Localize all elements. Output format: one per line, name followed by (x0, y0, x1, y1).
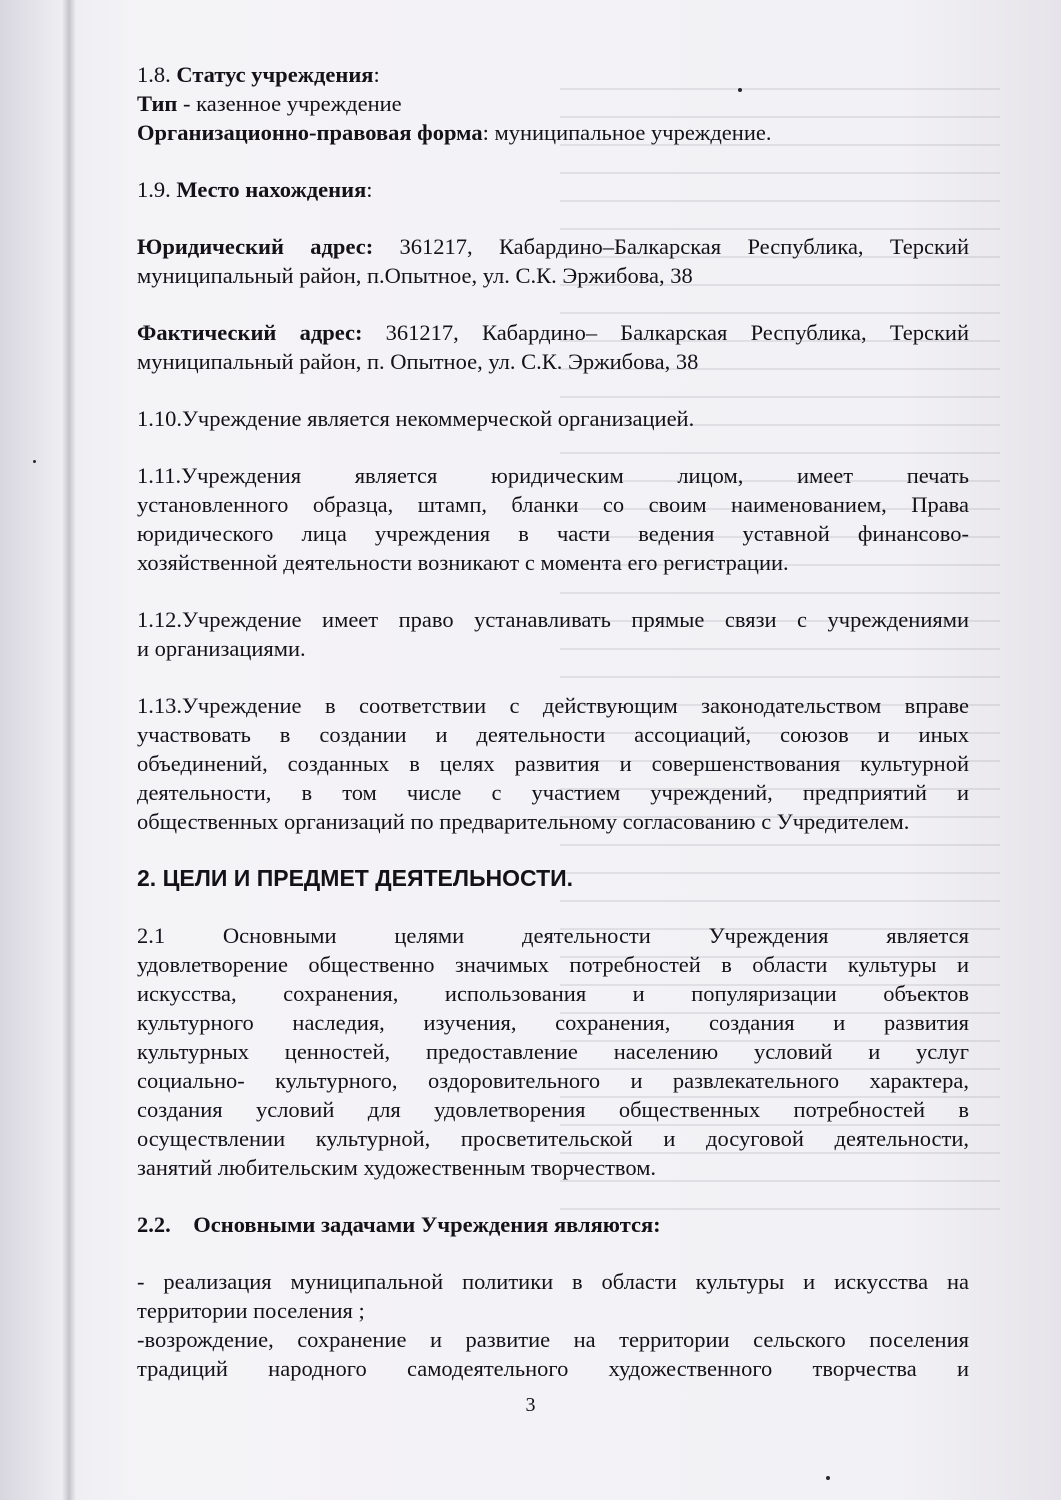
page-number: 3 (525, 1394, 536, 1416)
paragraph-2-2-heading: 2.2. Основными задачами Учреждения являются: (137, 1212, 661, 1237)
paragraph-2-1-line: создания условий для удовлетворения общественных потребностей в (137, 1097, 969, 1122)
paragraph-2-1-line: 2.1 Основными целями деятельности Учреждения является (137, 923, 969, 948)
paragraph-1-11-line: хозяйственной деятельности возникают с момента его регистрации. (137, 550, 789, 575)
paragraph-2-1-line: искусства, сохранения, использования и популяризации объектов (137, 981, 969, 1006)
actual-address-line: Фактический адрес: 361217, Кабардино– Балкарская Республика, Терский (137, 320, 969, 345)
legal-address-line: муниципальный район, п.Опытное, ул. С.К. Эржибова, 38 (137, 263, 693, 288)
paragraph-2-1-line: осуществлении культурной, просветительской и досуговой деятельности, (137, 1126, 969, 1151)
scan-speck (826, 1476, 830, 1480)
paragraph-1-11-line: установленного образца, штамп, бланки со своим наименованием, Права (137, 492, 969, 517)
document-body (137, 60, 969, 1383)
paragraph-1-10: 1.10.Учреждение является некоммерческой организацией. (137, 406, 695, 431)
paragraph-1-13-line: объединений, созданных в целях развития и совершенствования культурной (137, 751, 969, 776)
institution-type: Тип - казенное учреждение (137, 91, 402, 116)
paragraph-1-13-line: 1.13.Учреждение в соответствии с действующим законодательством вправе (137, 693, 969, 718)
paragraph-2-1-line: культурного наследия, изучения, сохранения, создания и развития (137, 1010, 969, 1035)
actual-address-line: муниципальный район, п. Опытное, ул. С.К. Эржибова, 38 (137, 349, 699, 374)
section-title: Место нахождения (176, 177, 367, 202)
paragraph-1-13-line: общественных организаций по предварительному согласованию с Учредителем. (137, 809, 910, 834)
section-1-8-status: 1.8. Статус учреждения: (137, 62, 380, 87)
paragraph-1-11-line: 1.11.Учреждения является юридическим лицом, имеет печать (137, 463, 969, 488)
paragraph-1-13-line: деятельности, в том числе с участием учреждений, предприятий и (137, 780, 969, 805)
section-title: Статус учреждения (176, 62, 374, 87)
scan-speck (738, 88, 742, 92)
legal-form: Организационно-правовая форма: муниципальное учреждение. (137, 120, 772, 145)
task-line: традиций народного самодеятельного художественного творчества и (137, 1356, 969, 1381)
paragraph-1-11-line: юридического лица учреждения в части ведения уставной финансово- (137, 521, 969, 546)
task-line: территории поселения ; (137, 1298, 365, 1323)
paragraph-1-13-line: участвовать в создании и деятельности ассоциаций, союзов и иных (137, 722, 969, 747)
paragraph-2-1-line: культурных ценностей, предоставление населению условий и услуг (137, 1039, 969, 1064)
task-line: -возрождение, сохранение и развитие на территории сельского поселения (137, 1327, 969, 1352)
paragraph-1-12-line: и организациями. (137, 636, 306, 661)
task-line: - реализация муниципальной политики в области культуры и искусства на (137, 1269, 969, 1294)
paragraph-2-1-line: удовлетворение общественно значимых потребностей в области культуры и (137, 952, 969, 977)
paragraph-2-1-line: социально- культурного, оздоровительного и развлекательного характера, (137, 1068, 969, 1093)
paragraph-1-12-line: 1.12.Учреждение имеет право устанавливать прямые связи с учреждениями (137, 607, 969, 632)
section-1-9-location: 1.9. Место нахождения: (137, 177, 373, 202)
paragraph-2-1-line: занятий любительским художественным творчеством. (137, 1155, 657, 1180)
scan-speck (33, 460, 36, 463)
binding-shadow (62, 0, 76, 1500)
section-2-heading: 2. ЦЕЛИ И ПРЕДМЕТ ДЕЯТЕЛЬНОСТИ. (137, 865, 574, 891)
legal-address-line: Юридический адрес: 361217, Кабардино–Балкарская Республика, Терский (137, 234, 969, 259)
